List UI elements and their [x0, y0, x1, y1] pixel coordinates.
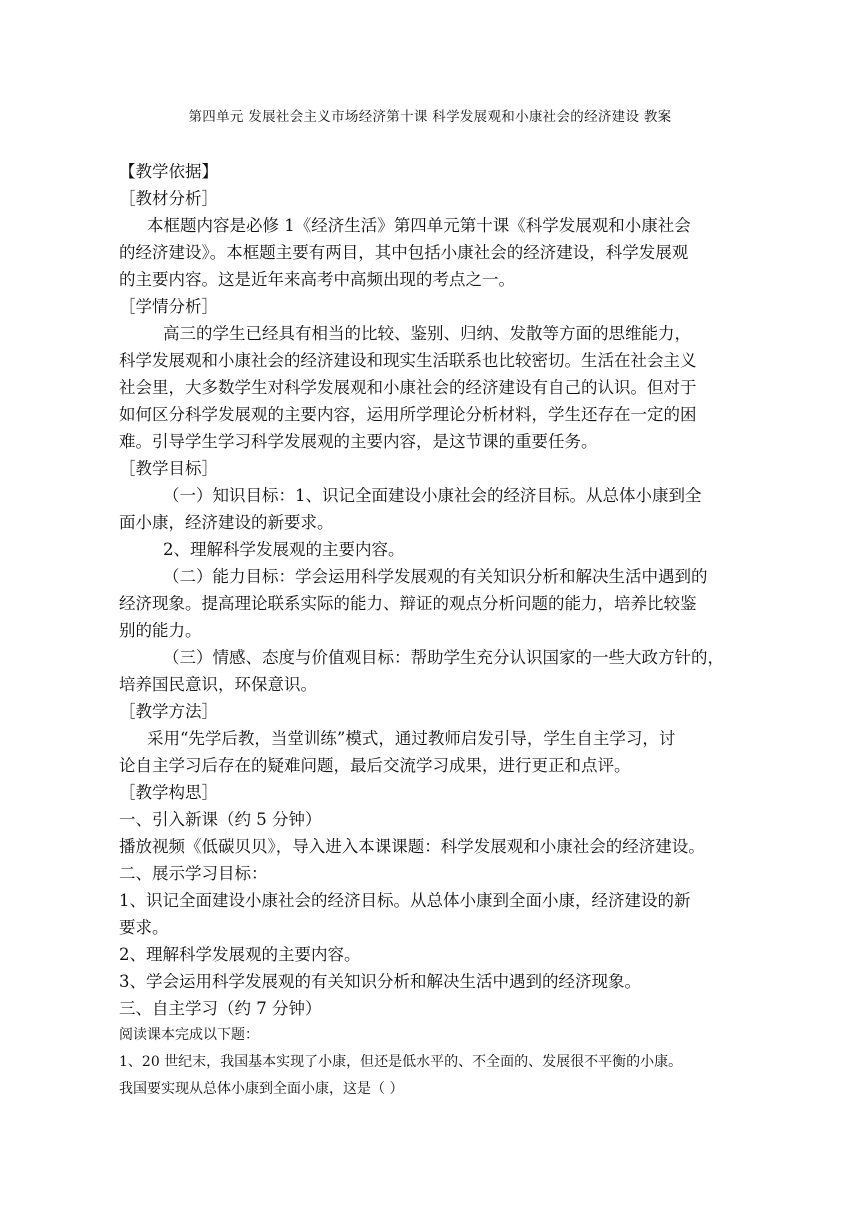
paragraph-line: 社会里，大多数学生对科学发展观和小康社会的经济建设有自己的认识。但对于	[119, 378, 697, 397]
document-title: 第四单元 发展社会主义市场经济第十课 科学发展观和小康社会的经济建设 教案	[188, 109, 672, 125]
list-item: 3、学会运用科学发展观的有关知识分析和解决生活中遇到的经济现象。	[119, 972, 641, 991]
list-item: 2、理解科学发展观的主要内容。	[119, 945, 361, 964]
question-line: 我国要实现从总体小康到全面小康，这是（ ）	[119, 1081, 404, 1097]
paragraph-line: 本框题内容是必修 1《经济生活》第四单元第十课《科学发展观和小康社会	[147, 216, 691, 235]
section-teaching-method: ［教学方法］	[119, 702, 218, 721]
step-heading: 一、引入新课（约 5 分钟）	[119, 810, 322, 829]
paragraph-line: 如何区分科学发展观的主要内容，运用所学理论分析材料，学生还存在一定的困	[119, 405, 697, 424]
list-item: 要求。	[119, 918, 169, 937]
paragraph-line: 培养国民意识，环保意识。	[119, 675, 317, 694]
paragraph-line: 难。引导学生学习科学发展观的主要内容，是这节课的重要任务。	[119, 432, 598, 451]
paragraph-line: （三）情感、态度与价值观目标：帮助学生充分认识国家的一些大政方针的，	[163, 648, 724, 667]
paragraph-line: （二）能力目标：学会运用科学发展观的有关知识分析和解决生活中遇到的	[163, 567, 708, 586]
paragraph-line: 播放视频《低碳贝贝》，导入进入本课课题：科学发展观和小康社会的经济建设。	[119, 837, 705, 856]
paragraph-line: 阅读课本完成以下题：	[119, 1027, 259, 1043]
paragraph-line: 的主要内容。这是近年来高考中高频出现的考点之一。	[119, 270, 515, 289]
section-teaching-goals: ［教学目标］	[119, 459, 218, 478]
step-heading: 二、展示学习目标：	[119, 864, 268, 883]
paragraph-line: 论自主学习后存在的疑难问题，最后交流学习成果，进行更正和点评。	[119, 756, 631, 775]
paragraph-line: （一）知识目标：1、识记全面建设小康社会的经济目标。从总体小康到全	[163, 486, 702, 505]
paragraph-line: 面小康，经济建设的新要求。	[119, 513, 334, 532]
section-textbook-analysis: ［教材分析］	[119, 189, 218, 208]
section-student-analysis: ［学情分析］	[119, 297, 218, 316]
paragraph-line: 高三的学生已经具有相当的比较、鉴别、归纳、发散等方面的思维能力，	[163, 324, 691, 343]
paragraph-line: 2、理解科学发展观的主要内容。	[163, 540, 405, 559]
paragraph-line: 采用“先学后教，当堂训练”模式，通过教师启发引导，学生自主学习，讨	[147, 729, 676, 748]
step-heading: 三、自主学习（约 7 分钟）	[119, 999, 322, 1018]
paragraph-line: 别的能力。	[119, 621, 202, 640]
heading-teaching-basis: 【教学依据】	[119, 162, 218, 181]
question-line: 1、20 世纪末，我国基本实现了小康，但还是低水平的、不全面的、发展很不平衡的小康。	[119, 1054, 683, 1070]
paragraph-line: 的经济建设》。本框题主要有两目，其中包括小康社会的经济建设，科学发展观	[119, 243, 689, 262]
section-teaching-design: ［教学构思］	[119, 783, 218, 802]
paragraph-line: 经济现象。提高理论联系实际的能力、辩证的观点分析问题的能力，培养比较鉴	[119, 594, 697, 613]
document-body	[119, 158, 741, 1103]
paragraph-line: 科学发展观和小康社会的经济建设和现实生活联系也比较密切。生活在社会主义	[119, 351, 697, 370]
list-item: 1、识记全面建设小康社会的经济目标。从总体小康到全面小康，经济建设的新	[119, 891, 691, 910]
